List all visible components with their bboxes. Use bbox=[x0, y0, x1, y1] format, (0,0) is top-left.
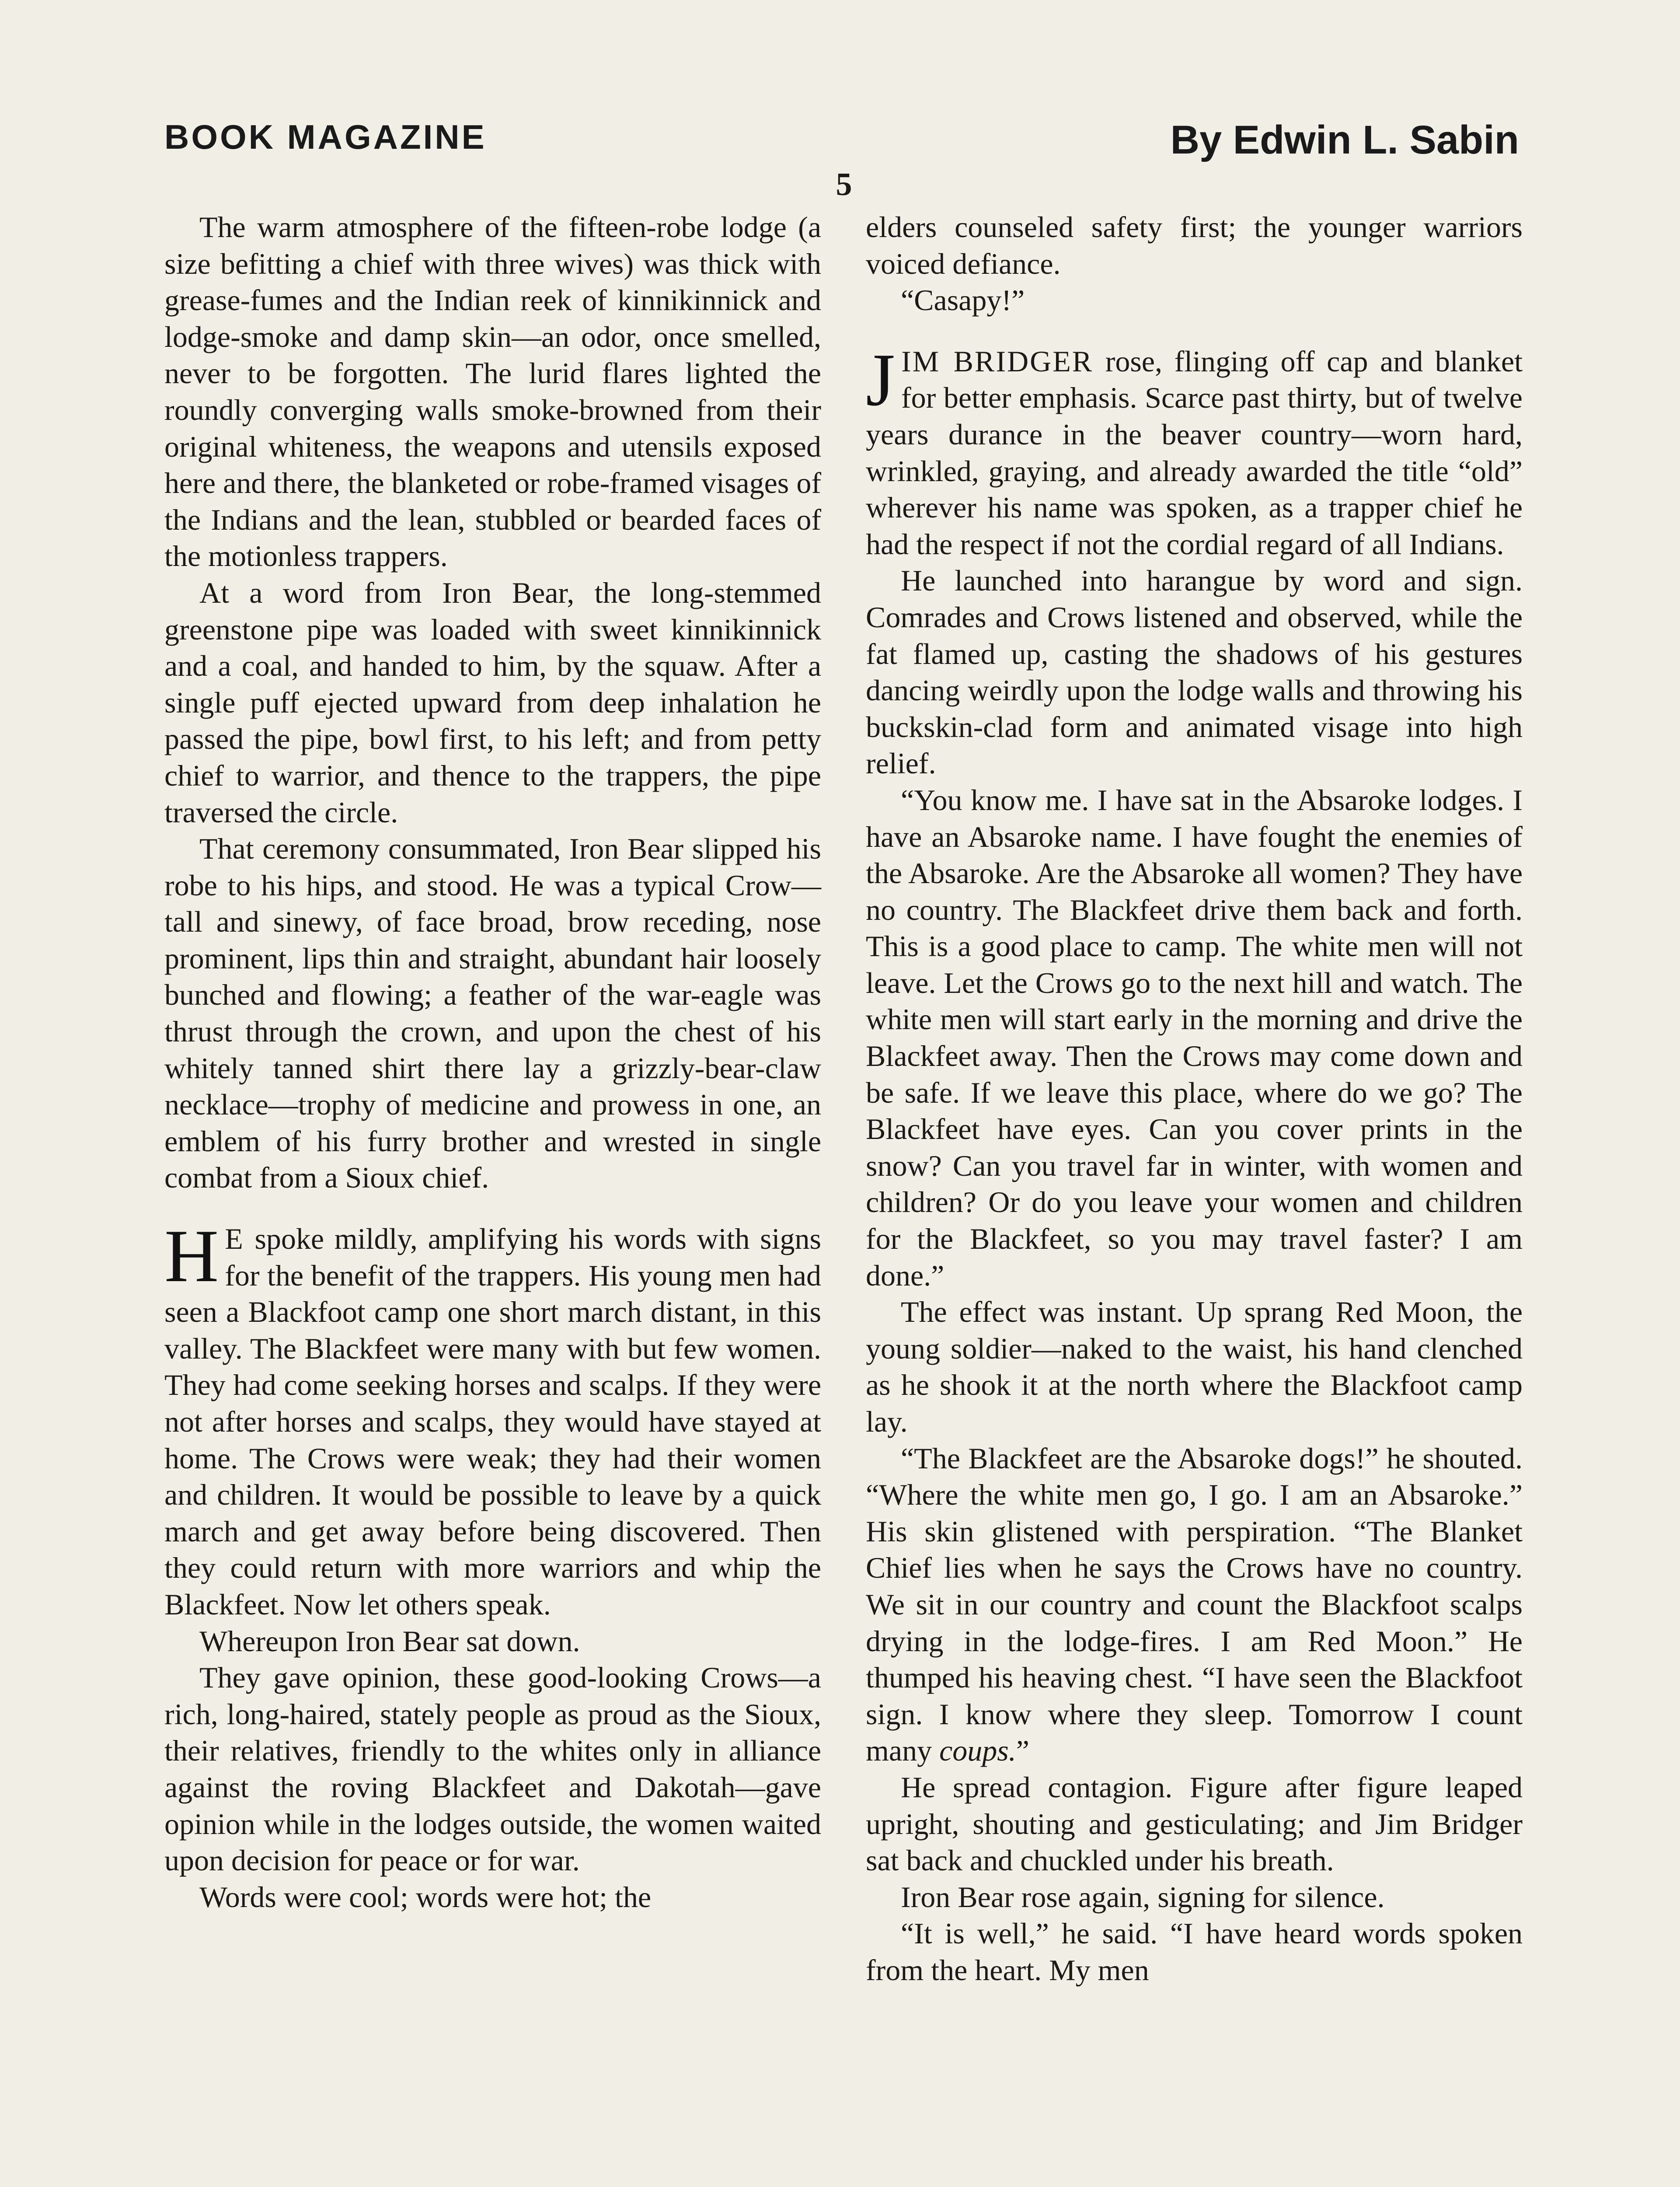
drop-cap: H bbox=[164, 1215, 219, 1298]
left-column bbox=[164, 209, 821, 1915]
author-byline: By Edwin L. Sabin bbox=[1170, 118, 1519, 162]
paragraph bbox=[866, 1440, 1523, 1769]
right-column bbox=[866, 209, 1523, 1989]
paragraph: He launched into harangue by word and sign. Comrades and Crows listened and observed, while the fat flamed up, casting the shadows of his gestures dancing weirdly upon the lodge walls and throwing his buckskin-clad form and animated visage into high relief. bbox=[866, 564, 1523, 780]
paragraph: He spread contagion. Figure after figure leaped upright, shouting and gesticulating; and Jim Bridger sat back and chuckled under his breath. bbox=[866, 1770, 1523, 1877]
paragraph: The effect was instant. Up sprang Red Moon, the young soldier—naked to the waist, his hand clenched as he shook it at the north where the Blackfoot camp lay. bbox=[866, 1295, 1523, 1438]
page-number: 5 bbox=[836, 167, 852, 203]
small-caps-lead: IM BRIDGER bbox=[901, 344, 1094, 378]
paragraph-text: “The Blackfeet are the Absaroke dogs!” he shouted. “Where the white men go, I go. I am an Absaroke.” His skin glistened with perspiration. “The Blanket Chief lies when he says the Crows have no country. We sit in our country and count the Blackfoot scalps drying in the lodge-fires. I am Red Moon.” He thumped his heaving chest. “I have seen the Blackfoot sign. I know where they sleep. Tomorrow I count many bbox=[866, 1441, 1523, 1768]
paragraph-text: spoke mildly, amplifying his words with signs for the benefit of the trappers. His young men had seen a Blackfoot camp one short march distant, in this valley. The Blackfeet were many with but few women. They had come seeking horses and scalps. If they were not after horses and scalps, they would have stayed at home. The Crows were weak; they had their women and children. It would be possible to leave by a quick march and get away before being discovered. Then they could return with more warriors and whip the Blackfeet. Now let others speak. bbox=[164, 1222, 821, 1621]
paragraph: “You know me. I have sat in the Absaroke lodges. I have an Absaroke name. I have fought the enemies of the Absaroke. Are the Absaroke all women? They have no country. The Blackfeet drive them back and forth. This is a good place to camp. The white men will not leave. Let the Crows go to the next hill and watch. The white men will start early in the morning and drive the Blackfeet away. Then the Crows may come down and be safe. If we leave this place, where do we go? The Blackfeet have eyes. Can you cover prints in the snow? Can you travel far in winter, with women and children? Or do you leave your women and children for the Blackfeet, so you may travel faster? I am done.” bbox=[866, 783, 1523, 1292]
paragraph: The warm atmosphere of the fifteen-robe lodge (a size befitting a chief with three wives) was thick with grease-fumes and the Indian reek of kinnikinnick and lodge-smoke and damp skin—an odor, once smelled, never to be forgotten. The lurid flares lighted the roundly converging walls smoke-browned from their original whiteness, the weapons and utensils exposed here and there, the blanketed or robe-framed visages of the Indians and the lean, stubbled or bearded faces of the motionless trappers. bbox=[164, 210, 821, 573]
small-caps-lead: E bbox=[225, 1222, 244, 1256]
paragraph: “Casapy!” bbox=[901, 283, 1025, 317]
magazine-title: BOOK MAGAZINE bbox=[164, 118, 487, 156]
paragraph: “It is well,” he said. “I have heard words spoken from the heart. My men bbox=[866, 1917, 1523, 1987]
paragraph: Whereupon Iron Bear sat down. bbox=[199, 1624, 580, 1658]
section-paragraph bbox=[164, 1215, 821, 1623]
paragraph: Words were cool; words were hot; the bbox=[199, 1880, 652, 1914]
closing-quote: ” bbox=[1016, 1734, 1029, 1768]
italic-word: coups. bbox=[939, 1734, 1016, 1768]
paragraph: Iron Bear rose again, signing for silence. bbox=[901, 1880, 1385, 1914]
drop-cap: J bbox=[866, 338, 895, 422]
paragraph: They gave opinion, these good-looking Crows—a rich, long-haired, stately people as proud as the Sioux, their relatives, friendly to the whites only in alliance against the roving Blackfeet and Dakotah—gave opinion while in the lodges outside, the women waited upon decision for peace or for war. bbox=[164, 1661, 821, 1877]
paragraph: That ceremony consummated, Iron Bear slipped his robe to his hips, and stood. He was a typical Crow—tall and sinewy, of face broad, brow receding, nose prominent, lips thin and straight, abundant hair loosely bunched and flowing; a feather of the war-eagle was thrust through the crown, and upon the chest of his whitely tanned shirt there lay a grizzly-bear-claw necklace—trophy of medicine and prowess in one, an emblem of his furry brother and wrested in single combat from a Sioux chief. bbox=[164, 832, 821, 1195]
paragraph-text: rose, flinging off cap and blanket for better emphasis. Scarce past thirty, but of twelve years durance in the beaver country—worn hard, wrinkled, graying, and already awarded the title “old” wherever his name was spoken, as a trapper chief he had the respect if not the cordial regard of all Indians. bbox=[866, 344, 1523, 561]
paragraph: elders counseled safety first; the younger warriors voiced defiance. bbox=[866, 210, 1523, 280]
paragraph: At a word from Iron Bear, the long-stemmed greenstone pipe was loaded with sweet kinnikinnick and a coal, and handed to him, by the squaw. After a single puff ejected upward from deep inhalation he passed the pipe, bowl first, to his left; and from petty chief to warrior, and thence to the trappers, the pipe traversed the circle. bbox=[164, 576, 821, 829]
section-paragraph bbox=[866, 338, 1523, 563]
